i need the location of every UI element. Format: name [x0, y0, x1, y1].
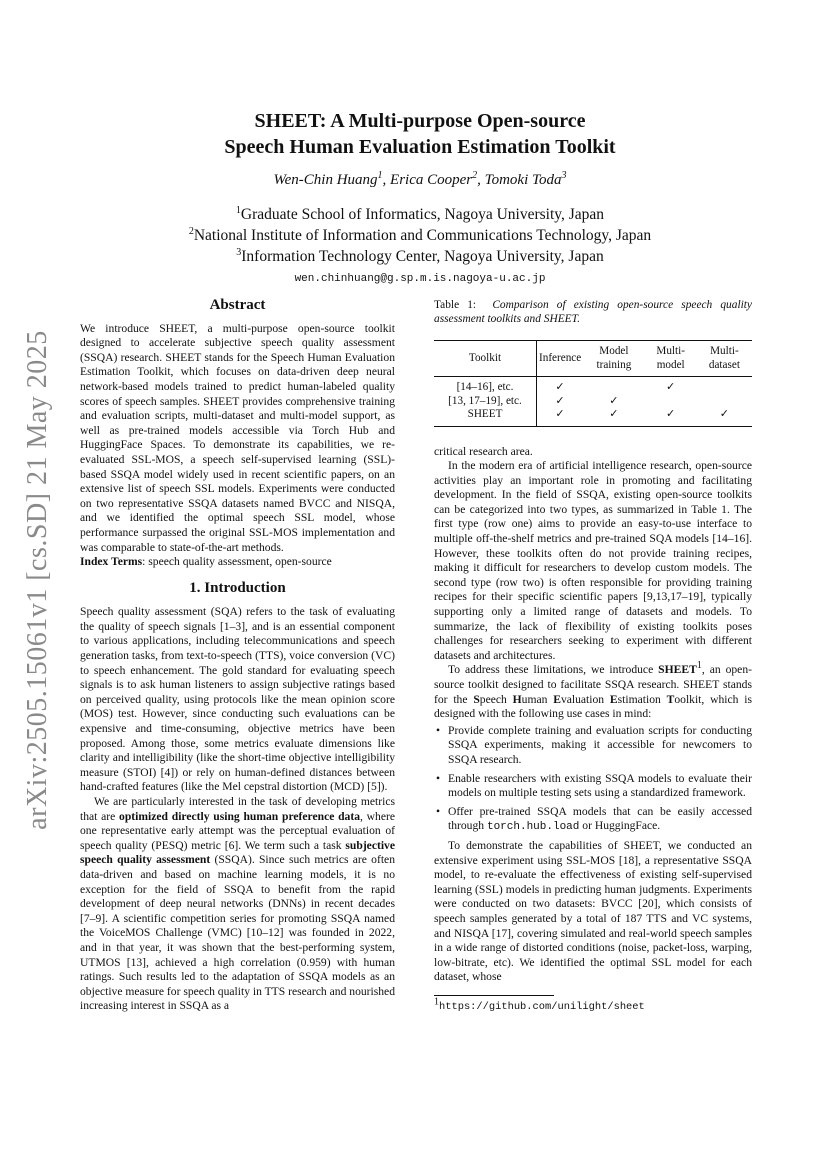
- check-cell: [583, 377, 644, 395]
- arxiv-stamp-text: arXiv:2505.15061v1 [cs.SD] 21 May 2025: [22, 330, 53, 830]
- check-cell: ✓: [665, 381, 676, 393]
- list-item: • Enable researchers with existing SSQA models to evaluate their models on multiple testing sets using a standardized framework.: [448, 772, 752, 801]
- check-cell: [645, 395, 697, 409]
- author-1: Wen-Chin Huang: [273, 172, 378, 188]
- table-row: [434, 408, 752, 426]
- footnote-link[interactable]: https://github.com/unilight/sheet: [439, 1000, 645, 1013]
- abstract-text: We introduce SHEET, a multi-purpose open-source toolkit designed to accelerate subjective speech quality assessment (SSQA) research. SHEET stands for the Speech Human Evaluation Estimation Toolkit, which focuses on data-driven deep neural network-based models trained to predict human-labeled quality scores of speech samples. SHEET provides comprehensive training and evaluation scripts, multi-dataset and multi-model support, as well as pre-trained models accessible via Torch Hub and HuggingFace Spaces. To demonstrate its capabilities, we re-evaluated SSL-MOS, a speech self-supervised learning (SSL)-based SSQA model widely used in recent scientific papers, on an extensive list of speech SSL models. Experiments were conducted on two representative SSQA datasets named BVCC and NISQA, and we identified the optimal speech SSL model, whose performance surpassed the original SSL-MOS implementation and was comparable to state-of-the-art methods.: [80, 321, 395, 554]
- check-cell: [697, 395, 752, 409]
- author-2: Erica Cooper: [390, 172, 473, 188]
- check-cell: ✓: [555, 394, 565, 407]
- toolkit-cell: [13, 17–19], etc.: [434, 395, 537, 409]
- list-item: • Provide complete training and evaluation scripts for conducting SSQA experiments, making it accessible for newcomers to SSQA research.: [448, 724, 752, 768]
- right-paragraph-1: In the modern era of artificial intelligence research, open-source activities play an important role in promoting and facilitating development. In the field of SSQA, existing open-source toolkits can be categorized into two types, as summarized in Table 1. The first type (row one) aims to provide an easy-to-use interface to multiple off-the-shelf metrics and pre-trained SQA models [14–16]. However, these toolkits often do not provide training recipes, making it difficult for researchers to develop custom models. The second type (row two) is often responsible for providing training recipes for their specific scientific papers [9,13,17–19], typically supporting only a limited range of datasets and models. To summarize, the lack of flexibility of existing toolkits poses challenges for researchers seeking to experiment with different datasets and architectures.: [434, 459, 752, 662]
- introduction-heading: 1. Introduction: [189, 579, 286, 596]
- table-row: [434, 395, 752, 409]
- toolkit-cell: [14–16], etc.: [434, 377, 537, 395]
- intro-paragraph-2: We are particularly interested in the task of developing metrics that are optimized directly using human preference data, where one representative early attempt was the perceptual evaluation of speech quality (PESQ) metric [6]. We term such a task subjective speech quality assessment (SSQA). Since such metrics are often data-driven and based on machine learning models, it is no exception for the field of SSQA to benefit from the rapid development of deep neural networks (DNNs) in recent decades [7–9]. A scientific competition series for promoting SSQA named the VoiceMOS Challenge (VMC) [10–12] was founded in 2022, and in that year, it was shown that the best-performing system, UTMOS [13], achieved a high correlation (0.959) with human ratings. Such results led to the adaptation of SSQA models as an objective measure for speech quality in TTS research and nourished increasing interest in SSQA as a: [80, 795, 395, 1013]
- right-paragraph-3: To demonstrate the capabilities of SHEET, we conducted an extensive experiment using SSL-MOS [18], a representative SSQA model, to re-evaluate the effectiveness of existing self-supervised learning (SSL) models in predicting human judgments. Experiments were conducted on two datasets: BVCC [20], which consists of speech samples generated by a total of 187 TTS and VC systems, and NISQA [17], covering simulated and real-world speech samples in a wide range of distorted conditions (noise, packet-loss, warping, low-bitrate, etc). We identified the optimal SSL model for each dataset, whose: [434, 838, 752, 984]
- list-item: • Offer pre-trained SSQA models that can be easily accessed through torch.hub.load or HuggingFace.: [448, 805, 752, 835]
- check-cell: [697, 377, 752, 395]
- check-cell: ✓: [609, 408, 619, 420]
- check-cell: ✓: [665, 408, 676, 420]
- table-caption: Table 1: Comparison of existing open-source speech quality assessment toolkits and SHEET.: [434, 299, 752, 325]
- toolkit-cell: SHEET: [434, 408, 537, 426]
- title-line-2: Speech Human Evaluation Estimation Toolkit: [224, 136, 616, 158]
- right-paragraph-0: critical research area.: [434, 444, 533, 458]
- check-cell: ✓: [555, 408, 565, 420]
- affiliation-1: $^1$Graduate School of Informatics, Nagoya University, Japan: [235, 204, 605, 223]
- author-list: Wen-Chin Huang$^1$, Erica Cooper$^2$, Tomoki Toda$^3$: [273, 170, 567, 188]
- footnote-divider: [434, 995, 554, 996]
- affiliation-3: $^3$Information Technology Center, Nagoya University, Japan: [236, 246, 604, 265]
- table-header-row: [434, 341, 752, 377]
- left-column: [80, 298, 395, 1014]
- header-multi-model: Multi-model: [656, 345, 685, 371]
- author-email[interactable]: wen.chinhuang@g.sp.m.is.nagoya-u.ac.jp: [294, 273, 546, 285]
- footnote: $^1$https://github.com/unilight/sheet: [434, 996, 645, 1013]
- header-inference: Inference: [539, 351, 582, 364]
- table-row: [434, 377, 752, 395]
- title-line-1: SHEET: A Multi-purpose Open-source: [254, 110, 586, 132]
- comparison-table: [434, 340, 752, 427]
- code-snippet: torch.hub.load: [486, 821, 580, 834]
- check-cell: ✓: [609, 394, 619, 407]
- author-3: Tomoki Toda: [484, 172, 562, 188]
- check-cell: ✓: [555, 381, 565, 393]
- header-multi-dataset: Multi-dataset: [708, 345, 740, 371]
- abstract-heading: Abstract: [209, 297, 266, 313]
- use-case-list: [434, 724, 752, 835]
- index-terms: Index Terms: speech quality assessment, open-source: [80, 555, 332, 569]
- check-cell: ✓: [719, 408, 730, 420]
- right-column: [434, 298, 752, 1014]
- header-toolkit: Toolkit: [434, 341, 537, 377]
- right-paragraph-2: To address these limitations, we introduce SHEET$^1$, an open-source toolkit designed to facilitate SSQA research. SHEET stands for the Speech Human Evaluation Estimation Toolkit, which is designed with the following use cases in mind:: [434, 660, 752, 721]
- header-model-training: Model training: [596, 345, 632, 371]
- affiliation-2: $^2$National Institute of Information and Communications Technology, Japan: [188, 225, 652, 244]
- affiliations: [100, 204, 740, 290]
- paper-title: [100, 108, 740, 160]
- arxiv-stamp: [18, 330, 58, 830]
- intro-paragraph-1: Speech quality assessment (SQA) refers to the task of evaluating the quality of speech signals [1–3], and is an essential component to various applications, including telecommunications and speech generation tasks, from text-to-speech (TTS), voice conversion (VC) to speech enhancement. The gold standard for evaluating speech signals is to ask human listeners to assign subjective ratings based on perceived quality, using protocols like the mean opinion score (MOS) test. However, since conducting such evaluations can be expensive and time-consuming, objective metrics have been proposed. Among those, some metrics evaluate dimensions like clarity and intelligibility (like the short-time objective intelligibility measure (STOI) [4]) or rely on human-defined distances between hand-crafted features (like the Mel cepstral distortion (MCD) [5]).: [80, 605, 395, 794]
